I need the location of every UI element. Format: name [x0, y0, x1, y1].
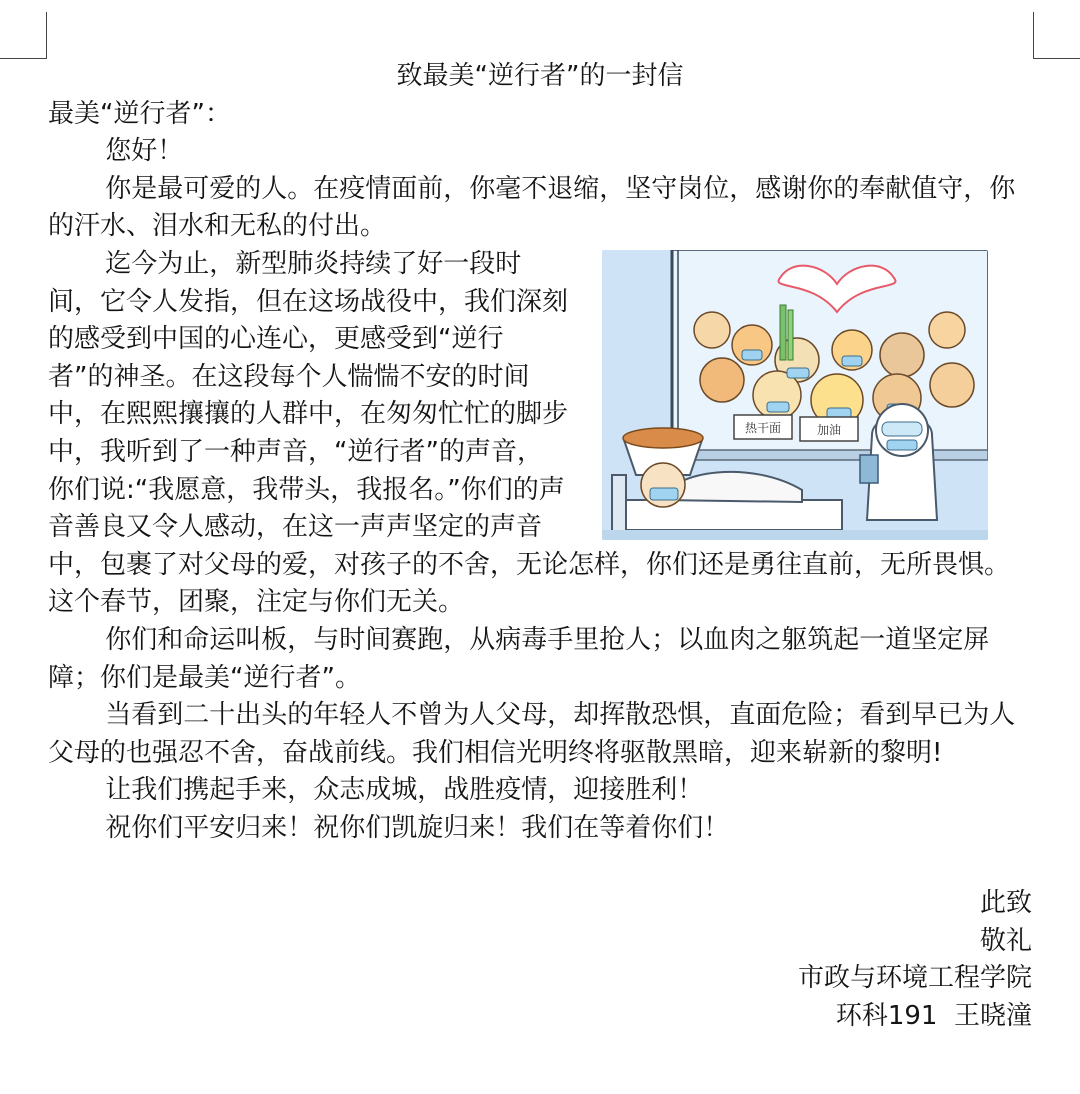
- crop-mark-top-left: [0, 12, 47, 59]
- paragraph-2: 迄今为止，新型肺炎持续了好一段时间，它令人发指，但在这场战役中，我们深刻的感受到中国的心连心，更感受到“逆行者”的神圣。在这段每个人惴惴不安的时间中，在熙熙攘攘的人群中，在匆匆忙忙的脚步中，我听到了一种声音，“逆行者”的声音，你们说:“我愿意，我带头，我报名。”你们的声音善良又令人感动，在这一声声坚定的声音中，包裹了对父母的爱，对孩子的不舍，无论怎样，你们还是勇往直前，无所畏惧。这个春节，团聚，注定与你们无关。: [48, 248, 1011, 618]
- sign-left-text: 热干面: [744, 420, 782, 435]
- crop-mark-top-right: [1033, 12, 1080, 59]
- cartoon-illustration: [602, 250, 988, 540]
- hospital-window-drawing: [602, 250, 988, 540]
- salutation: 最美“逆行者”：: [48, 98, 231, 129]
- closing-line-1: 此致: [979, 888, 1032, 919]
- paragraph-5: 让我们携起手来，众志成城，战胜疫情，迎接胜利！: [105, 775, 704, 806]
- letter-title: 致最美“逆行者”的一封信: [396, 61, 684, 91]
- paragraph-4: 当看到二十出头的年轻人不曾为人父母，却挥散恐惧，直面危险；看到早已为人父母的也强忍不舍，奋战前线。我们相信光明终将驱散黑暗，迎来崭新的黎明!: [48, 700, 1016, 768]
- sender-department: 市政与环境工程学院: [797, 963, 1032, 994]
- sign-right-text: 加油: [816, 422, 842, 437]
- paragraph-6: 祝你们平安归来！祝你们凯旋归来！我们在等着你们！: [105, 812, 730, 843]
- paragraph-1: 你是最可爱的人。在疫情面前，你毫不退缩，坚守岗位，感谢你的奉献值守，你的汗水、泪水和无私的付出。: [48, 173, 1016, 242]
- greeting: 您好！: [105, 136, 184, 167]
- sender-signature: 环科191 王晓潼: [835, 1000, 1032, 1031]
- closing-line-2: 敬礼: [979, 925, 1032, 956]
- letter-closing: [48, 885, 1032, 1035]
- letter-document: [48, 58, 1032, 1035]
- paragraph-3: 你们和命运叫板，与时间赛跑，从病毒手里抢人；以血肉之躯筑起一道坚定屏障；你们是最美“逆行者”。: [48, 624, 990, 693]
